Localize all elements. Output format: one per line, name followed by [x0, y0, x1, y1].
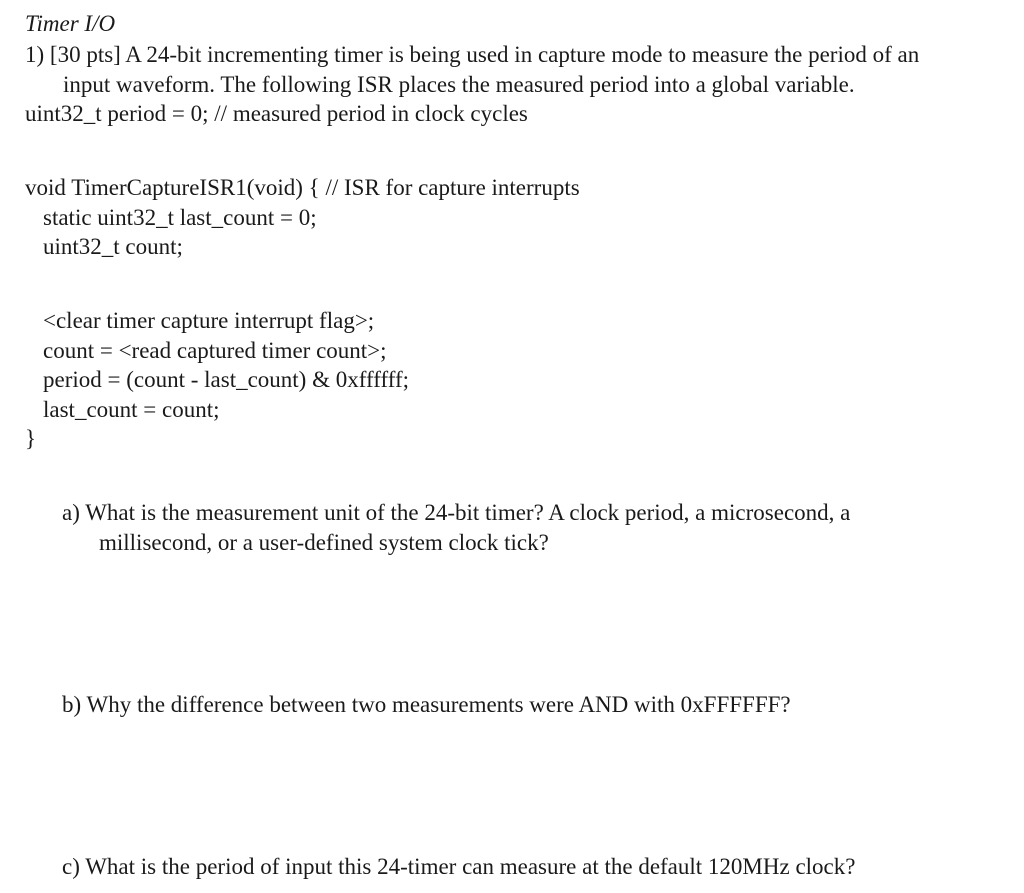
code-read-count: count = <read captured timer count>;: [43, 338, 387, 363]
problem-statement-line-1: 1) [30 pts] A 24-bit incrementing timer is being used in capture mode to measure the period of an: [25, 42, 920, 67]
question-b: b) Why the difference between two measurements were AND with 0xFFFFFF?: [62, 692, 791, 717]
code-clear-flag: <clear timer capture interrupt flag>;: [43, 308, 375, 333]
question-c: c) What is the period of input this 24-timer can measure at the default 120MHz clock?: [62, 854, 856, 879]
code-local-declaration: uint32_t count;: [43, 234, 183, 259]
code-global-declaration: uint32_t period = 0; // measured period in clock cycles: [25, 101, 528, 126]
code-update-last-count: last_count = count;: [43, 397, 220, 422]
section-heading: Timer I/O: [25, 11, 116, 36]
code-static-declaration: static uint32_t last_count = 0;: [43, 205, 317, 230]
code-function-signature: void TimerCaptureISR1(void) { // ISR for capture interrupts: [25, 175, 580, 200]
code-closing-brace: }: [25, 426, 37, 451]
code-compute-period: period = (count - last_count) & 0xffffff;: [43, 367, 410, 392]
problem-statement-line-2: input waveform. The following ISR places the measured period into a global variable.: [63, 72, 855, 97]
question-a-line-2: millisecond, or a user-defined system clock tick?: [99, 530, 549, 555]
question-a-line-1: a) What is the measurement unit of the 24-bit timer? A clock period, a microsecond, a: [62, 500, 851, 525]
